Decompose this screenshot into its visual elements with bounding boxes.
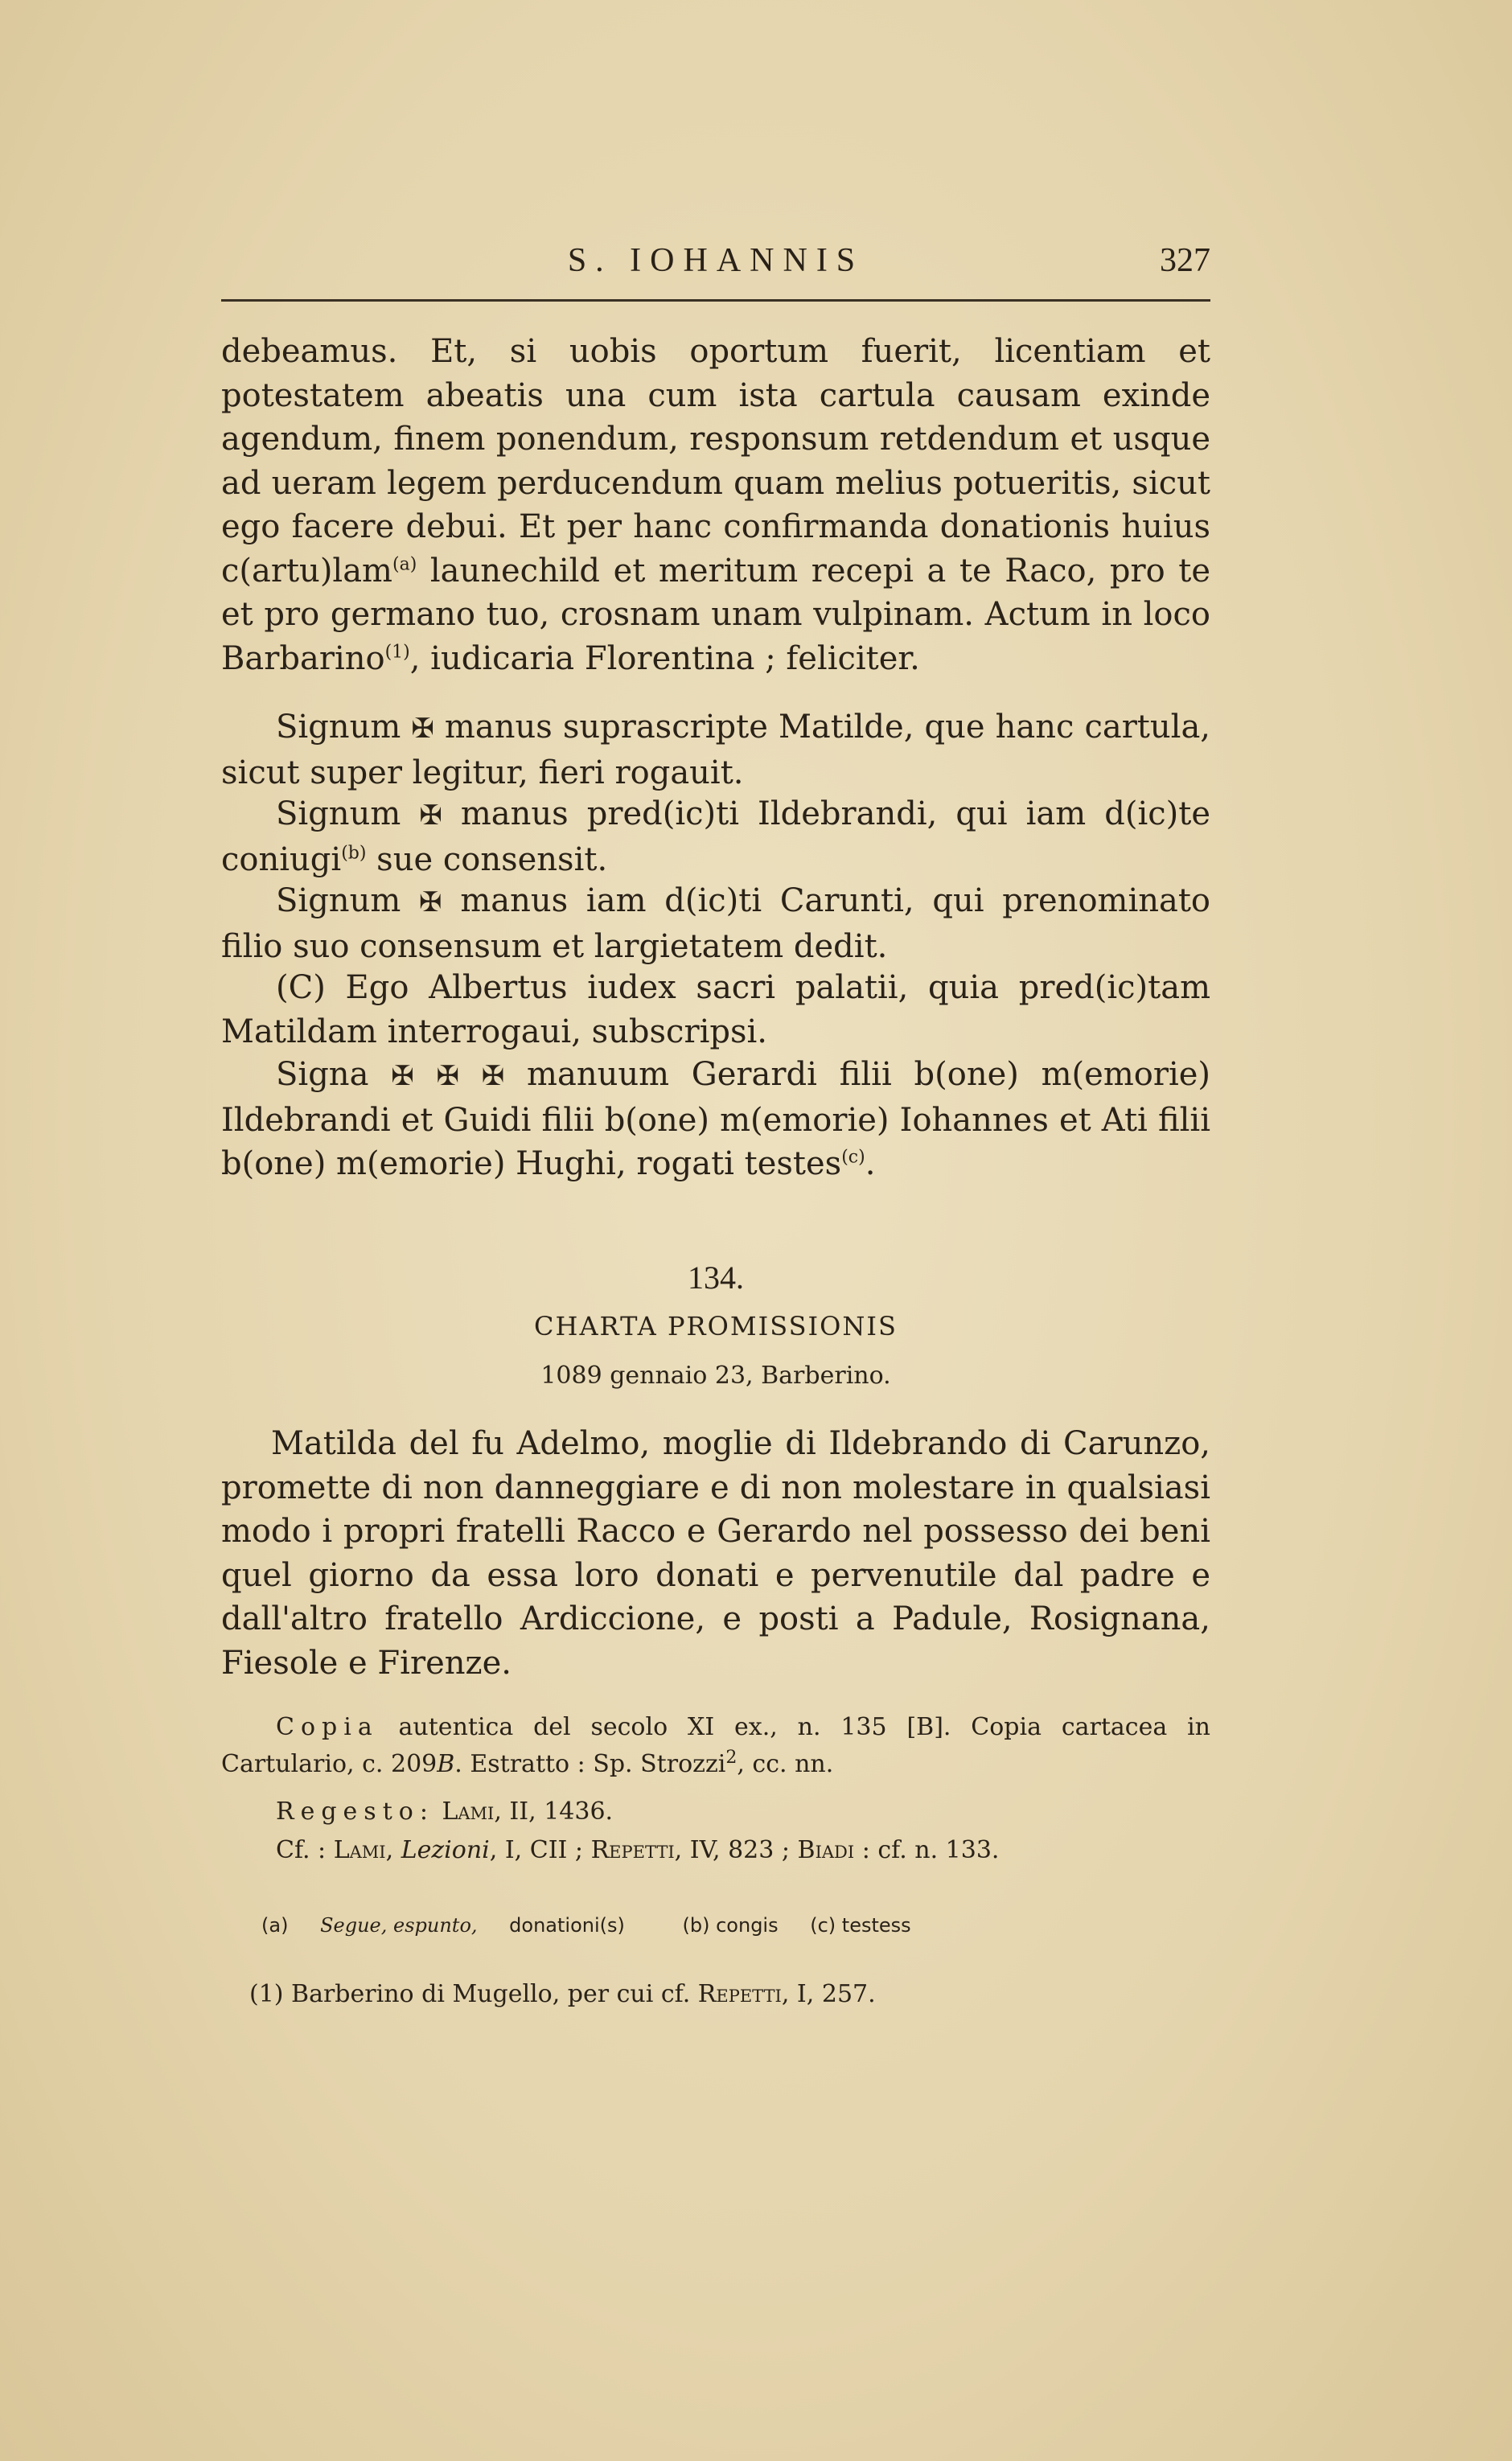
document-number: 134.	[688, 1259, 744, 1296]
signum-ildebrandi	[221, 792, 1210, 881]
note-text: , I, 257.	[781, 1980, 876, 2008]
signum-text: manus suprascripte Matilde, que hanc cartula, sicut super legitur, fieri rogauit.	[221, 709, 1211, 791]
cf-ref: Repetti	[590, 1836, 675, 1864]
cross-sign-icon: ✠	[391, 1060, 414, 1092]
signa-testes	[221, 1053, 1210, 1186]
running-title: S. IOHANNIS	[567, 242, 865, 279]
charter-text-paragraph	[221, 330, 1210, 680]
signum-text: .	[865, 1145, 876, 1182]
historical-note-1	[249, 1980, 876, 2008]
footnote-ref-1: (1)	[384, 642, 410, 663]
regesto-ref: Lami	[442, 1797, 495, 1826]
running-head	[221, 241, 1210, 290]
signum-text: sue consensit.	[366, 840, 608, 878]
cross-sign-icon: ✠	[481, 1060, 505, 1092]
copia-text: . Estratto : Sp. Strozzi	[454, 1750, 726, 1778]
subscriptio-albertus	[221, 966, 1210, 1054]
note-text: donationi(s)	[503, 1914, 625, 1937]
regesto-text: , II, 1436.	[494, 1797, 614, 1826]
textual-notes	[261, 1914, 937, 1937]
note-label: (a)	[261, 1914, 289, 1937]
cf-label: Cf. :	[276, 1836, 334, 1864]
footnote-ref-b: (b)	[341, 843, 367, 864]
signum-carunti	[221, 879, 1210, 968]
cf-text: , I, CII ;	[489, 1836, 591, 1864]
cross-sign-icon: ✠	[436, 1060, 459, 1092]
signum-label: Signum	[276, 795, 401, 832]
note-c: (c) testess	[810, 1914, 911, 1937]
footnote-ref-a: (a)	[392, 554, 417, 575]
document-date: 1089 gennaio 23, Barberino.	[540, 1362, 891, 1390]
header-rule	[221, 299, 1210, 302]
copia-italic: B	[437, 1750, 455, 1778]
copia-label: Copia	[276, 1713, 379, 1741]
footnote-ref-c: (c)	[841, 1147, 865, 1168]
note-text: Barberino di Mugello, per cui cf.	[283, 1980, 698, 2008]
cf-text: , IV, 823 ;	[674, 1836, 798, 1864]
cross-sign-icon: ✠	[411, 713, 434, 745]
note-a	[261, 1914, 651, 1937]
cf-text: ,	[385, 1836, 401, 1864]
note-italic: Segue, espunto,	[320, 1914, 478, 1937]
page-number: 327	[1160, 242, 1210, 279]
note-b: (b) congis	[682, 1914, 779, 1937]
cf-ref: Biadi	[797, 1836, 855, 1864]
apparatus-regesto	[221, 1793, 1210, 1830]
signum-matilde	[221, 705, 1210, 795]
signum-label: Signum	[276, 882, 401, 919]
apparatus-copia	[221, 1709, 1210, 1783]
cross-sign-icon: ✠	[419, 799, 442, 832]
signum-text: manuum Gerardi filii b(one) m(emorie) Ildebrandi et Guidi filii b(one) m(emorie) Iohannes et Ati filii b(one) m(emorie) Hughi, rogati testes	[221, 1056, 1211, 1182]
regesto-label: Regesto:	[276, 1797, 434, 1826]
document-type: CHARTA PROMISSIONIS	[534, 1311, 898, 1341]
signum-text: manus pred(ic)ti Ildebrandi, qui iam d(ic)te coniugi	[221, 795, 1210, 878]
cross-sign-icon: ✠	[419, 886, 442, 918]
copia-text: autentica del secolo XI ex., n. 135 [B]. Copia cartacea in Cartulario, c. 209	[221, 1713, 1210, 1778]
cf-italic: Lezioni	[401, 1836, 490, 1864]
apparatus-cf	[221, 1832, 1210, 1869]
document-summary: Matilda del fu Adelmo, moglie di Ildebrando di Carunzo, promette di non danneggiare e di non molestare in qualsiasi modo i propri fratelli Racco e Gerardo nel possesso dei beni quel giorno da essa loro donati e pervenutile dal padre e dall'altro fratello Ardiccione, e posti a Padule, Rosignana, Fiesole e Firenze.	[221, 1425, 1210, 1682]
signum-label: Signum	[276, 709, 401, 746]
paragraph-text: debeamus. Et, si uobis oportum fuerit, licentiam et potestatem abeatis una cum ista cartula causam exinde agendum, finem ponendum, responsum retdendum et usque ad ueram legem perducendum quam melius potueritis, sicut ego facere debui. Et per hanc confirmanda donationis huius c(artu)lam	[221, 333, 1210, 590]
note-label: (1)	[249, 1980, 284, 2008]
copia-sup: 2	[725, 1748, 738, 1768]
subscriptio-text: (C) Ego Albertus iudex sacri palatii, quia pred(ic)tam Matildam interrogaui, subscripsi.	[221, 969, 1210, 1050]
paragraph-text: , iudicaria Florentina ; feliciter.	[409, 639, 920, 677]
paragraph-text: launechild et meritum recepi a te Raco, pro te et pro germano tuo, crosnam unam vulpinam. Actum in loco Barbarino	[221, 552, 1210, 677]
copia-text: , cc. nn.	[737, 1750, 834, 1778]
signum-text: manus iam d(ic)ti Carunti, qui prenominato filio suo consensum et largietatem dedit.	[221, 882, 1211, 965]
cf-text: : cf. n. 133.	[854, 1836, 1000, 1864]
signum-label: Signa	[276, 1056, 369, 1093]
note-ref: Repetti	[697, 1980, 782, 2008]
cf-ref: Lami	[333, 1836, 386, 1864]
